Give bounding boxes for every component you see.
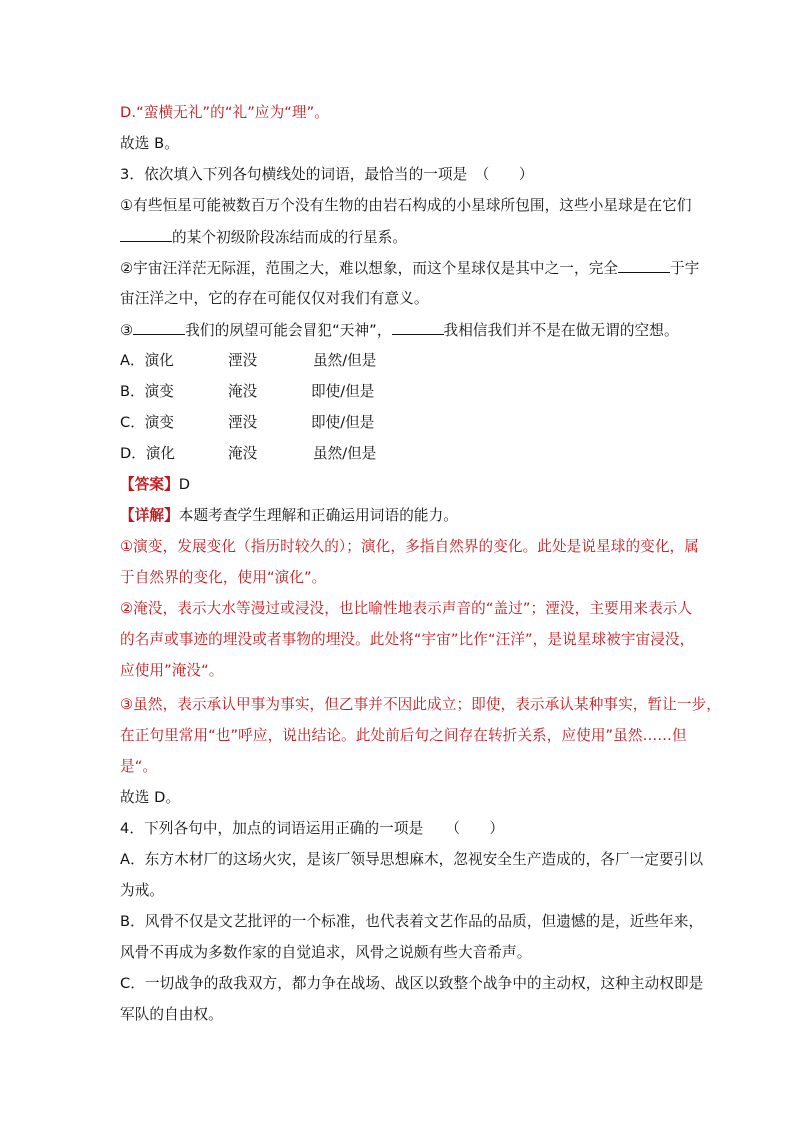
fill-blank xyxy=(133,320,185,335)
q3-conclusion: 故选 D。 xyxy=(120,789,181,806)
answer-value: D xyxy=(178,476,191,493)
prev-option-d-analysis: D.“蛮横无礼”的“礼”应为“理”。 xyxy=(120,104,329,121)
detail-text: 本题考查学生理解和正确运用词语的能力。 xyxy=(178,507,458,524)
q3-analysis-3-line1: ③虽然，表示承认甲事为事实，但乙事并不因此成立；即使，表示承认某种事实，暂让一步， xyxy=(120,696,721,713)
option-word: 湮没 xyxy=(228,414,258,431)
q4-option-c-line2: 军队的自由权。 xyxy=(120,1006,223,1023)
q3-sentence2-line1 xyxy=(120,258,699,279)
fill-blank xyxy=(120,227,172,242)
q4-option-c-line1: C．一切战争的敌我双方，都力争在战场、战区以致整个战争中的主动权，这种主动权即是 xyxy=(120,975,704,992)
option-word: 淹没 xyxy=(228,445,258,462)
q3-sentence3-tail: 我相信我们并不是在做无谓的空想。 xyxy=(443,322,679,339)
option-label: D．演化 xyxy=(120,445,176,462)
option-word: 即使/但是 xyxy=(311,383,375,400)
q3-sentence1-line2 xyxy=(120,227,407,248)
option-word: 淹没 xyxy=(228,383,258,400)
fill-blank xyxy=(618,258,670,273)
q4-option-a-line1: A．东方木材厂的这场火灾，是该厂领导思想麻木，忽视安全生产造成的，各厂一定要引以 xyxy=(120,851,704,868)
q4-option-a-line2: 为戒。 xyxy=(120,882,165,899)
q3-sentence1-line1: ①有些恒星可能被数百万个没有生物的由岩石构成的小星球所包围，这些小星球是在它们 xyxy=(120,197,692,214)
option-label: B．演变 xyxy=(120,383,174,400)
answer-tag: 【答案】 xyxy=(120,476,179,493)
q3-stem: 3．依次填入下列各句横线处的词语，最恰当的一项是 （ ） xyxy=(120,166,534,183)
q3-detail xyxy=(120,506,458,526)
prev-conclusion: 故选 B。 xyxy=(120,135,179,152)
option-label: C．演变 xyxy=(120,414,174,431)
q3-analysis-1-line1: ①演变，发展变化（指历时较久的）；演化，多指自然界的变化。此处是说星球的变化，属 xyxy=(120,538,699,555)
circled-number: ③ xyxy=(120,322,134,339)
q3-analysis-2-line2: 的名声或事迹的埋没或者事物的埋没。此处将“宇宙”比作“汪洋”，是说星球被宇宙浸没， xyxy=(120,631,695,648)
q3-sentence2-line2: 宙汪洋之中，它的存在可能仅仅对我们有意义。 xyxy=(120,290,429,307)
q4-option-b-line2: 风骨不再成为多数作家的自觉追求，风骨之说颇有些大音希声。 xyxy=(120,944,532,961)
q3-sentence3 xyxy=(120,320,679,341)
option-word: 即使/但是 xyxy=(311,414,375,431)
q3-analysis-2-line3: 应使用”淹没“。 xyxy=(120,662,224,679)
option-word: 虽然/但是 xyxy=(313,352,377,369)
q3-analysis-3-line2: 在正句里常用“也”呼应，说出结论。此处前后句之间存在转折关系，应使用”虽然……但 xyxy=(120,727,687,744)
q3-analysis-1-line2: 于自然界的变化，使用“演化”。 xyxy=(120,569,327,586)
q3-sentence1-text: 的某个初级阶段冻结而成的行星系。 xyxy=(172,229,408,246)
q3-answer xyxy=(120,475,190,495)
q4-option-b-line1: B．风骨不仅是文艺批评的一个标准，也代表着文艺作品的品质，但遗憾的是，近些年来， xyxy=(120,913,704,930)
q3-analysis-2-line1: ②淹没，表示大水等漫过或浸没，也比喻性地表示声音的“盖过”；湮没，主要用来表示人 xyxy=(120,600,693,617)
q4-stem: 4．下列各句中，加点的词语运用正确的一项是 （ ） xyxy=(120,820,505,837)
option-word: 湮没 xyxy=(228,352,258,369)
q3-sentence2-text: ②宇宙汪洋茫无际涯，范围之大，难以想象，而这个星球仅是其中之一，完全 xyxy=(120,260,619,277)
option-label: A．演化 xyxy=(120,352,174,369)
option-word: 虽然/但是 xyxy=(313,445,377,462)
q3-sentence3-text: 我们的夙望可能会冒犯“天神”， xyxy=(185,322,392,339)
detail-tag: 【详解】 xyxy=(120,507,179,524)
fill-blank xyxy=(392,320,444,335)
q3-sentence2-tail: 于宇 xyxy=(670,260,700,277)
q3-analysis-3-line3: 是“。 xyxy=(120,758,158,775)
